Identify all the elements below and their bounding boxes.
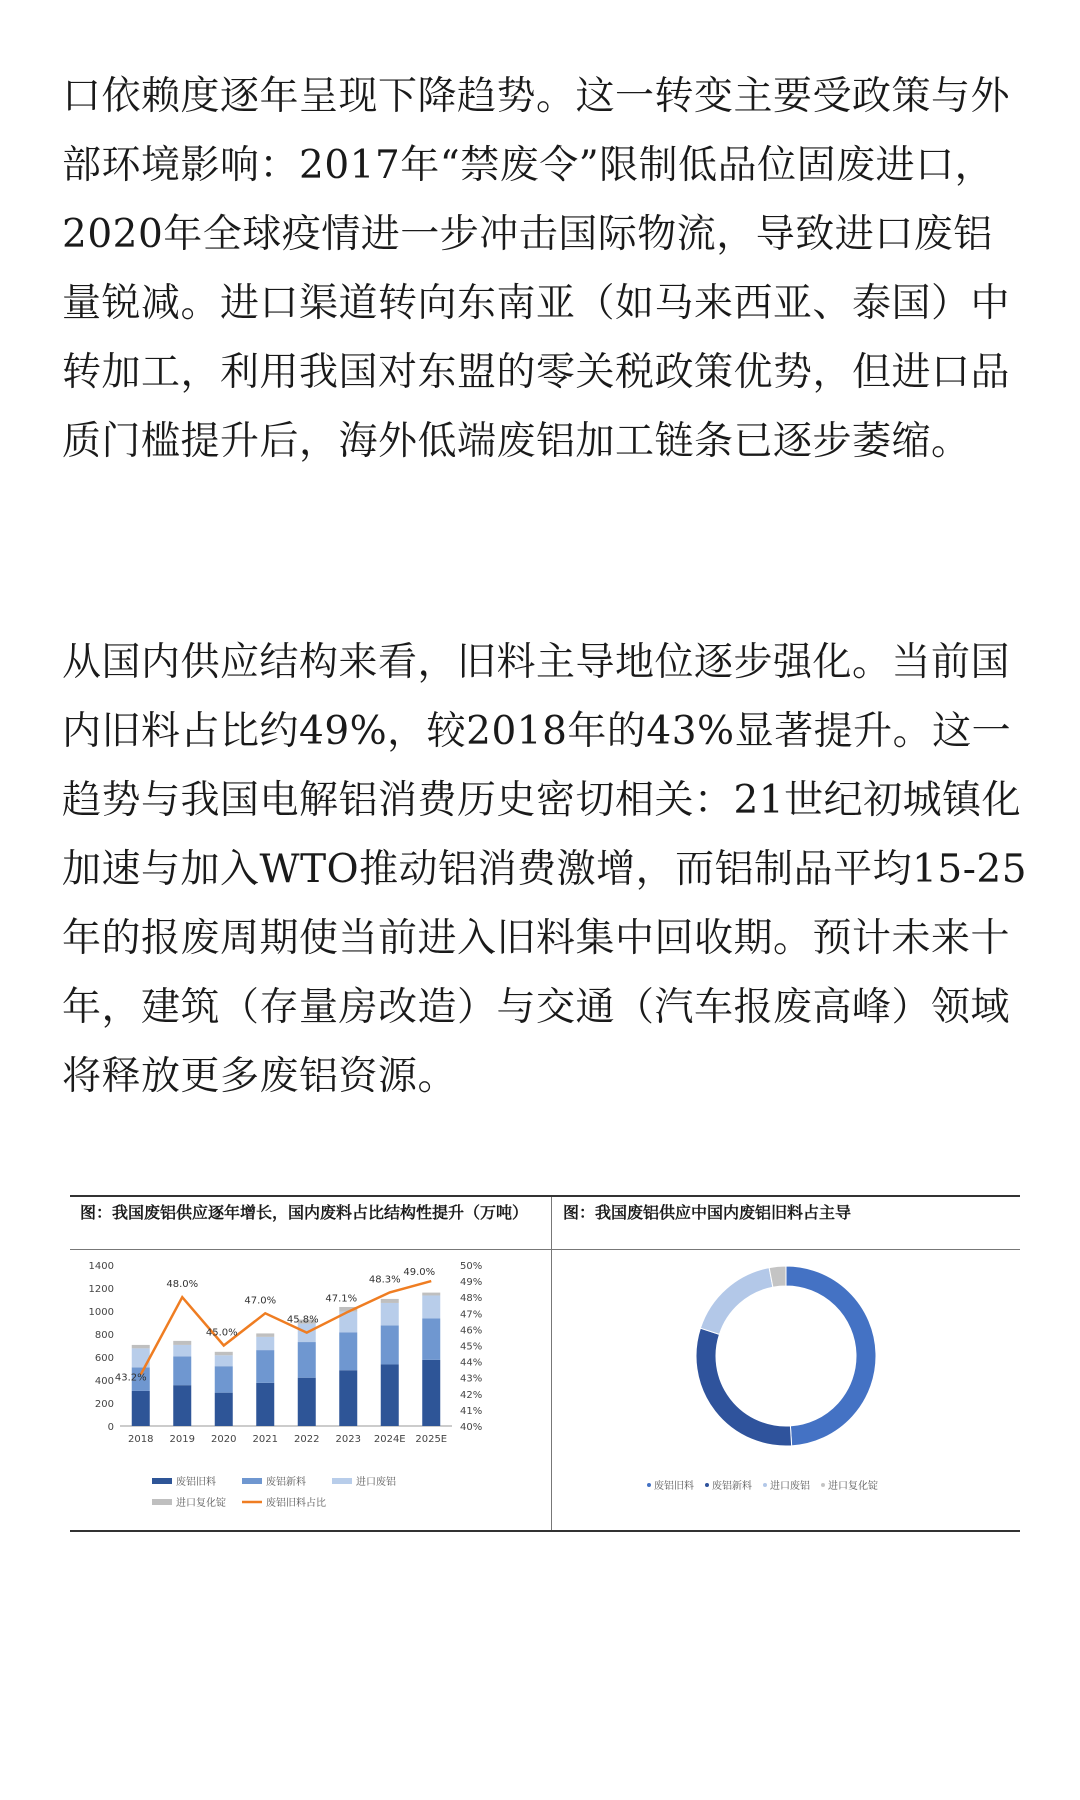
bar-segment (422, 1293, 440, 1296)
data-label: 48.3% (368, 1274, 401, 1286)
legend-marker (647, 1483, 651, 1487)
data-label: 47.1% (325, 1293, 358, 1305)
y2-tick-label: 44% (460, 1357, 483, 1369)
bar-segment (381, 1299, 399, 1303)
paragraph-2: 从国内供应结构来看，旧料主导地位逐步强化。当前国内旧料占比约49%，较2018年的43%显著提升。这一趋势与我国电解铝消费历史密切相关：21世纪初城镇化加速与加入WTO推动铝消费激增，而铝制品平均15-25年的报废周期使当前进入旧料集中回收期。预计未来十年，建筑（存量房改造）与交通（汽车报废高峰）领域将释放更多废铝资源。 (62, 640, 1028, 1099)
x-tick-label: 2021 (252, 1434, 278, 1445)
donut-slice (786, 1266, 876, 1446)
legend-swatch (152, 1499, 172, 1505)
legend-marker (821, 1483, 825, 1487)
y2-tick-label: 40% (460, 1422, 483, 1433)
bar-segment (422, 1295, 440, 1318)
figure-container (70, 1195, 1020, 1532)
bar-segment (173, 1345, 191, 1357)
y-tick-label: 1000 (88, 1307, 114, 1318)
data-label: 47.0% (244, 1295, 277, 1307)
figure1-title-rule (70, 1249, 551, 1250)
legend-label: 进口复化锭 (176, 1498, 226, 1509)
legend-label: 废铝旧料 (654, 1481, 694, 1492)
legend-marker (705, 1483, 709, 1487)
x-tick-label: 2019 (169, 1434, 195, 1445)
bar-segment (173, 1341, 191, 1345)
y2-tick-label: 47% (460, 1309, 483, 1321)
bar-segment (298, 1342, 316, 1378)
figure2-title: 图：我国废铝供应中国内废铝旧料占主导 (563, 1203, 852, 1222)
legend-label: 废铝旧料占比 (266, 1498, 326, 1509)
donut-slice (696, 1328, 792, 1446)
x-tick-label: 2023 (335, 1434, 361, 1445)
donut-slice (700, 1268, 772, 1335)
legend-label: 废铝新料 (266, 1477, 306, 1488)
y-tick-label: 600 (94, 1353, 114, 1364)
donut-chart (552, 1251, 1020, 1526)
legend-label: 废铝新料 (712, 1481, 752, 1492)
bar-segment (256, 1337, 274, 1350)
x-tick-label: 2024E (373, 1434, 406, 1445)
data-label: 43.2% (114, 1372, 147, 1384)
bar-segment (132, 1345, 150, 1348)
y2-tick-label: 42% (460, 1389, 483, 1401)
y2-tick-label: 48% (460, 1293, 483, 1305)
y2-tick-label: 46% (460, 1325, 483, 1337)
bar-segment (173, 1385, 191, 1426)
stacked-bar-chart (70, 1251, 550, 1526)
y-tick-label: 400 (94, 1376, 114, 1387)
y2-tick-label: 41% (460, 1405, 483, 1417)
legend-label: 废铝旧料 (176, 1477, 216, 1488)
bar-segment (215, 1355, 233, 1366)
y-tick-label: 1200 (88, 1284, 114, 1295)
legend-swatch (332, 1478, 352, 1484)
y-tick-label: 1400 (88, 1261, 114, 1272)
bar-segment (215, 1352, 233, 1355)
bar-segment (422, 1318, 440, 1359)
bar-segment (256, 1333, 274, 1336)
bar-segment (215, 1393, 233, 1426)
y2-tick-label: 49% (460, 1277, 483, 1289)
x-tick-label: 2022 (294, 1434, 320, 1445)
legend-label: 进口废铝 (356, 1477, 396, 1488)
bar-segment (256, 1350, 274, 1383)
x-tick-label: 2025E (415, 1434, 448, 1445)
x-tick-label: 2018 (128, 1434, 154, 1445)
bar-segment (339, 1370, 357, 1426)
bar-segment (132, 1391, 150, 1426)
legend-swatch (242, 1478, 262, 1484)
bar-segment (339, 1332, 357, 1370)
bar-segment (422, 1360, 440, 1426)
legend-marker (763, 1483, 767, 1487)
y2-tick-label: 45% (460, 1341, 483, 1353)
bar-segment (381, 1303, 399, 1325)
data-label: 49.0% (403, 1267, 436, 1279)
y-tick-label: 800 (94, 1330, 114, 1341)
data-label: 45.8% (286, 1314, 319, 1326)
data-label: 45.0% (205, 1327, 238, 1339)
data-label: 48.0% (166, 1279, 199, 1291)
paragraph-1: 口依赖度逐年呈现下降趋势。这一转变主要受政策与外部环境影响：2017年“禁废令”限制低品位固废进口，2020年全球疫情进一步冲击国际物流，导致进口废铝量锐减。进口渠道转向东南亚（如马来西亚、泰国）中转加工，利用我国对东盟的零关税政策优势，但进口品质门槛提升后，海外低端废铝加工链条已逐步萎缩。 (62, 74, 1011, 464)
figure2-title-rule (552, 1249, 1020, 1250)
bar-segment (298, 1378, 316, 1426)
y-tick-label: 200 (94, 1399, 114, 1410)
bar-segment (381, 1325, 399, 1364)
figure1-title: 图：我国废铝供应逐年增长，国内废料占比结构性提升（万吨） (80, 1203, 529, 1222)
legend-label: 进口复化锭 (828, 1481, 878, 1492)
y2-tick-label: 50% (460, 1261, 483, 1272)
bar-segment (215, 1366, 233, 1392)
legend-swatch (152, 1478, 172, 1484)
legend-label: 进口废铝 (770, 1481, 810, 1492)
bar-segment (173, 1356, 191, 1385)
bar-segment (256, 1383, 274, 1426)
y2-tick-label: 43% (460, 1373, 483, 1385)
bar-segment (381, 1364, 399, 1426)
y-tick-label: 0 (107, 1422, 114, 1433)
x-tick-label: 2020 (211, 1434, 237, 1445)
